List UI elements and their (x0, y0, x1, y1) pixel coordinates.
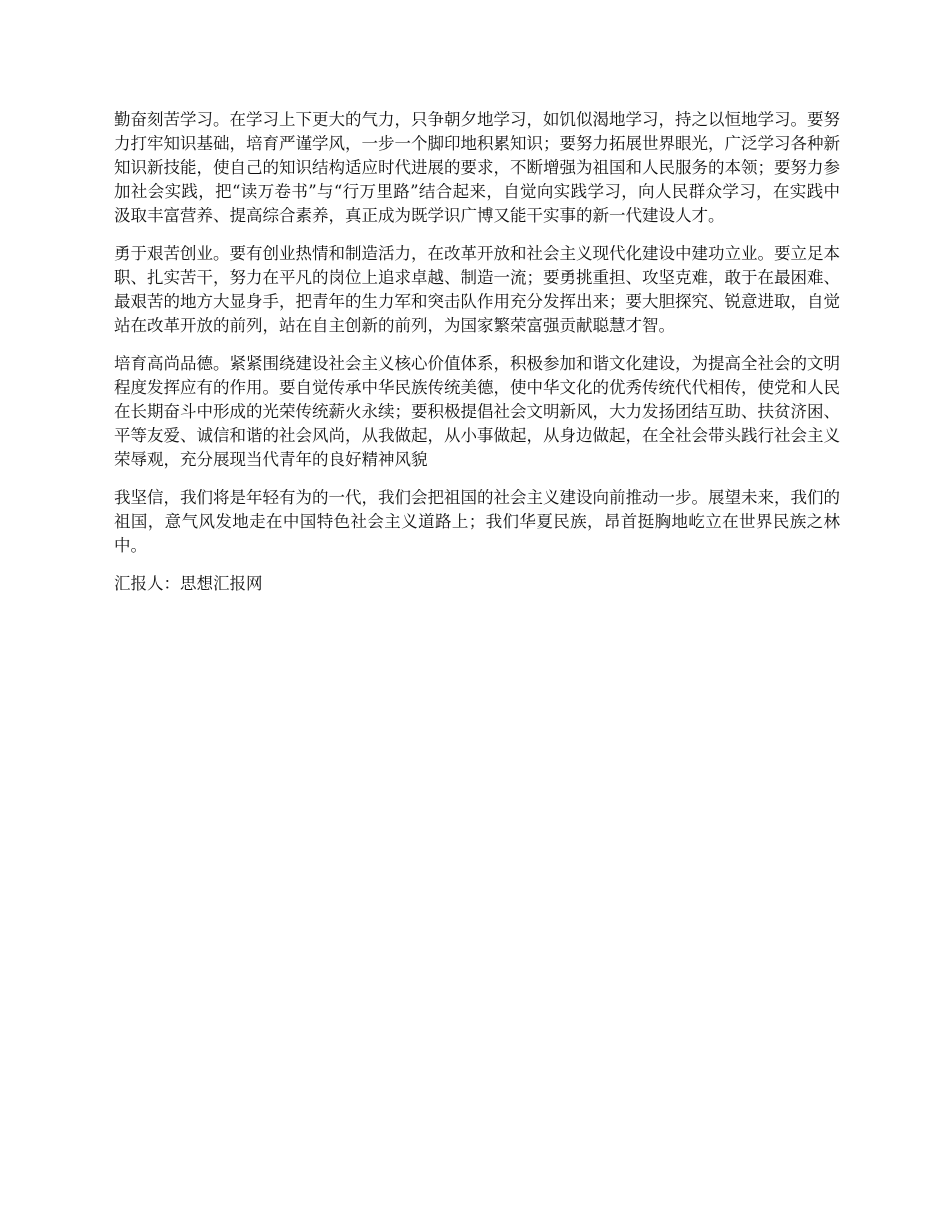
paragraph-morality: 培育高尚品德。紧紧围绕建设社会主义核心价值体系，积极参加和谐文化建设，为提高全社会的文明程度发挥应有的作用。要自觉传承中华民族传统美德，使中华文化的优秀传统代代相传，使党和人民在长期奋斗中形成的光荣传统薪火永续；要积极提倡社会文明新风，大力发扬团结互助、扶贫济困、平等友爱、诚信和谐的社会风尚，从我做起，从小事做起，从身边做起，在全社会带头践行社会主义荣辱观，充分展现当代青年的良好精神风貌 (114, 354, 840, 469)
paragraph-entrepreneurship: 勇于艰苦创业。要有创业热情和制造活力，在改革开放和社会主义现代化建设中建功立业。要立足本职、扎实苦干，努力在平凡的岗位上追求卓越、制造一流；要勇挑重担、攻坚克难，敢于在最困难、最艰苦的地方大显身手，把青年的生力军和突击队作用充分发挥出来；要大胆探究、锐意进取，自觉站在改革开放的前列，站在自主创新的前列，为国家繁荣富强贡献聪慧才智。 (114, 244, 840, 335)
signature-line: 汇报人：思想汇报网 (114, 574, 263, 593)
document-page (114, 108, 840, 596)
paragraph-study: 勤奋刻苦学习。在学习上下更大的气力，只争朝夕地学习，如饥似渴地学习，持之以恒地学习。要努力打牢知识基础，培育严谨学风，一步一个脚印地积累知识；要努力拓展世界眼光，广泛学习各种新知识新技能，使自己的知识结构适应时代进展的要求，不断增强为祖国和人民服务的本领；要努力参加社会实践，把“读万卷书”与“行万里路”结合起来，自觉向实践学习，向人民群众学习，在实践中汲取丰富营养、提高综合素养，真正成为既学识广博又能干实事的新一代建设人才。 (114, 110, 840, 225)
paragraph-conclusion: 我坚信，我们将是年轻有为的一代，我们会把祖国的社会主义建设向前推动一步。展望未来，我们的祖国，意气风发地走在中国特色社会主义道路上；我们华夏民族，昂首挺胸地屹立在世界民族之林中。 (114, 488, 840, 555)
